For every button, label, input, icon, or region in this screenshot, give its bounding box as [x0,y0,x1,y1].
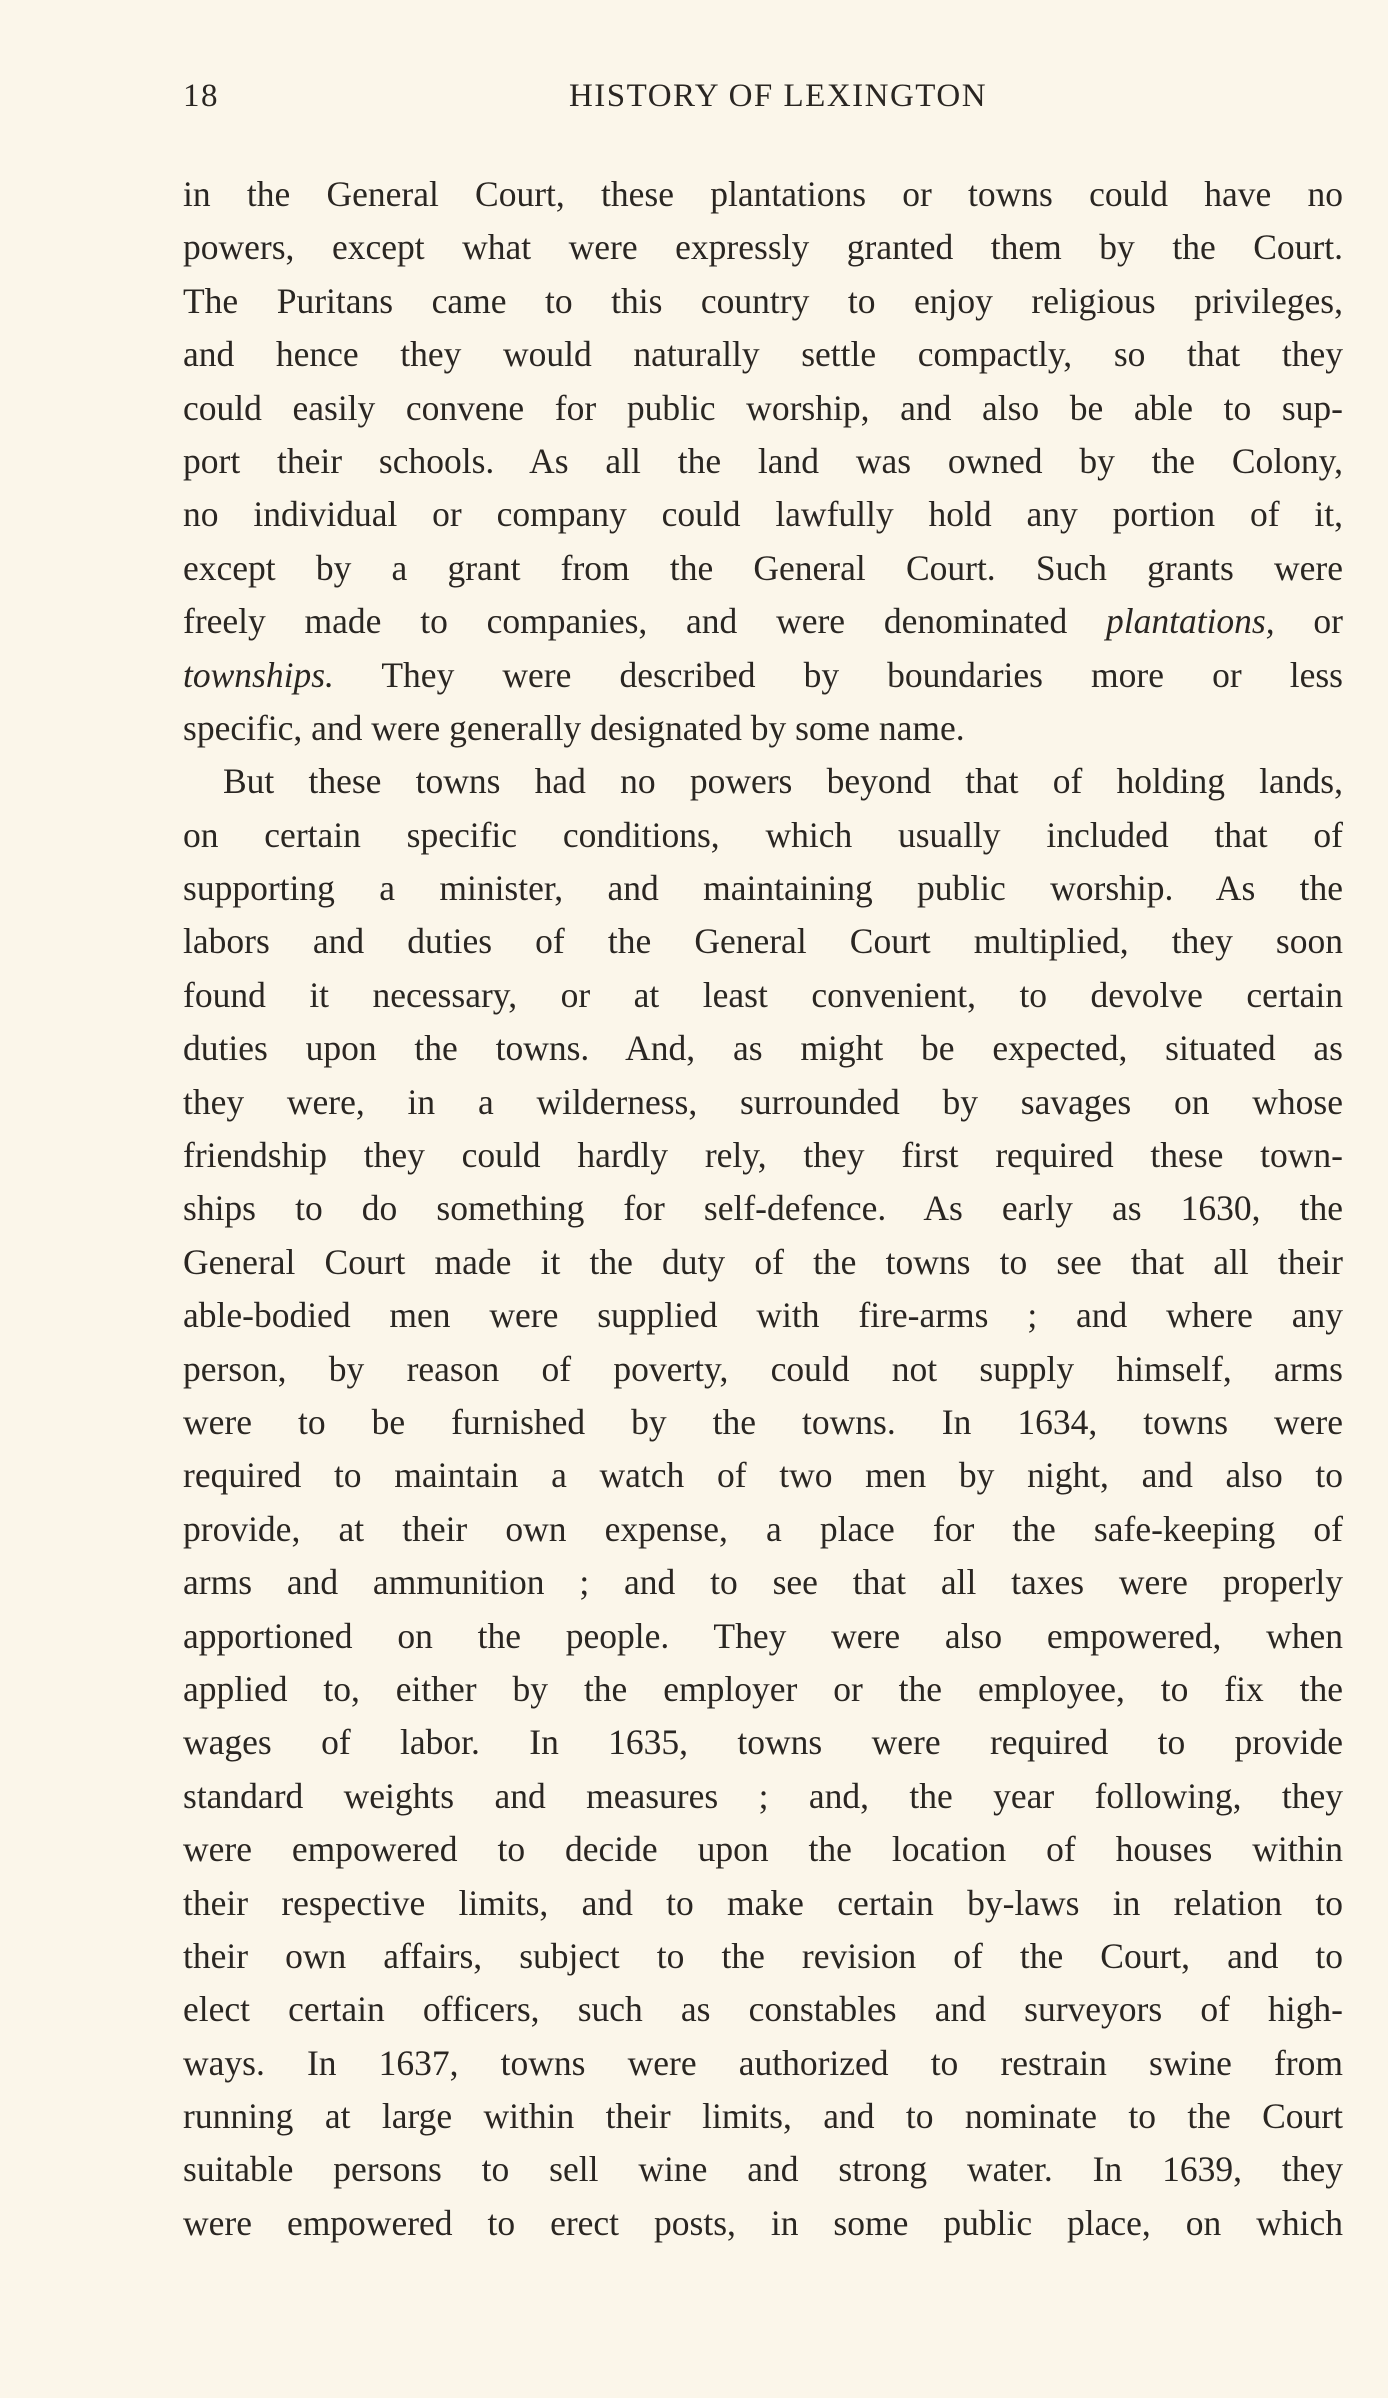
running-head: HISTORY OF LEXINGTON [568,78,988,114]
text-line: The Puritans came to this country to enjoy religious privileges, [183,280,1343,321]
text-run: They were described by boundaries more or less [333,654,1343,695]
text-line: labors and duties of the General Court multiplied, they soon [183,921,1343,962]
italic-term: plantations, [1105,601,1275,642]
text-line: But these towns had no powers beyond that of holding lands, [223,761,1343,802]
text-line: suitable persons to sell wine and strong water. In 1639, they [183,2149,1343,2190]
text-line: wages of labor. In 1635, towns were required to provide [183,1722,1343,1763]
text-run: or [1274,601,1343,642]
text-line: supporting a minister, and maintaining public worship. As the [183,868,1343,909]
paragraph [183,755,1343,2250]
page-number: 18 [183,78,219,114]
text-line: could easily convene for public worship, and also be able to sup- [183,387,1343,428]
text-line: ways. In 1637, towns were authorized to restrain swine from [183,2042,1343,2083]
text-line: specific, and were generally designated by some name. [183,707,965,748]
text-line: found it necessary, or at least convenient, to devolve certain [183,974,1343,1015]
text-run: freely made to companies, and were denominated [183,601,1106,642]
text-line: they were, in a wilderness, surrounded by savages on whose [183,1081,1343,1122]
paragraph [183,168,1343,755]
text-line: duties upon the towns. And, as might be expected, situated as [183,1028,1343,1069]
text-line: were to be furnished by the towns. In 1634, towns were [183,1401,1343,1442]
text-line: were empowered to erect posts, in some public place, on which [183,2202,1343,2243]
text-line: friendship they could hardly rely, they first required these town- [183,1135,1343,1176]
text-line: apportioned on the people. They were also empowered, when [183,1615,1343,1656]
text-line: required to maintain a watch of two men by night, and also to [183,1455,1343,1496]
text-line: provide, at their own expense, a place for the safe-keeping of [183,1508,1343,1549]
text-line: person, by reason of poverty, could not supply himself, arms [183,1348,1343,1389]
text-line: and hence they would naturally settle compactly, so that they [183,334,1343,375]
text-line: arms and ammunition ; and to see that all taxes were properly [183,1562,1343,1603]
text-line [183,595,1343,648]
text-line: on certain specific conditions, which usually included that of [183,814,1343,855]
page-header [183,78,1343,138]
text-line: their respective limits, and to make certain by-laws in relation to [183,1882,1343,1923]
text-line: except by a grant from the General Court. Such grants were [183,547,1343,588]
text-line [183,649,1343,702]
text-line: ships to do something for self-defence. As early as 1630, the [183,1188,1343,1229]
text-line: standard weights and measures ; and, the year following, they [183,1775,1343,1816]
italic-term: townships. [183,654,334,695]
text-line: port their schools. As all the land was owned by the Colony, [183,440,1343,481]
text-line: elect certain officers, such as constables and surveyors of high- [183,1989,1343,2030]
text-line: were empowered to decide upon the location of houses within [183,1829,1343,1870]
body-text [183,168,1343,2250]
text-line: General Court made it the duty of the towns to see that all their [183,1241,1343,1282]
text-line: in the General Court, these plantations or towns could have no [183,174,1343,214]
text-line: running at large within their limits, and to nominate to the Court [183,2096,1343,2137]
text-line: able-bodied men were supplied with fire-arms ; and where any [183,1295,1343,1336]
text-line: powers, except what were expressly granted them by the Court. [183,227,1343,268]
text-line: no individual or company could lawfully hold any portion of it, [183,494,1343,535]
text-line: their own affairs, subject to the revision of the Court, and to [183,1935,1343,1976]
text-line: applied to, either by the employer or the employee, to fix the [183,1668,1343,1709]
